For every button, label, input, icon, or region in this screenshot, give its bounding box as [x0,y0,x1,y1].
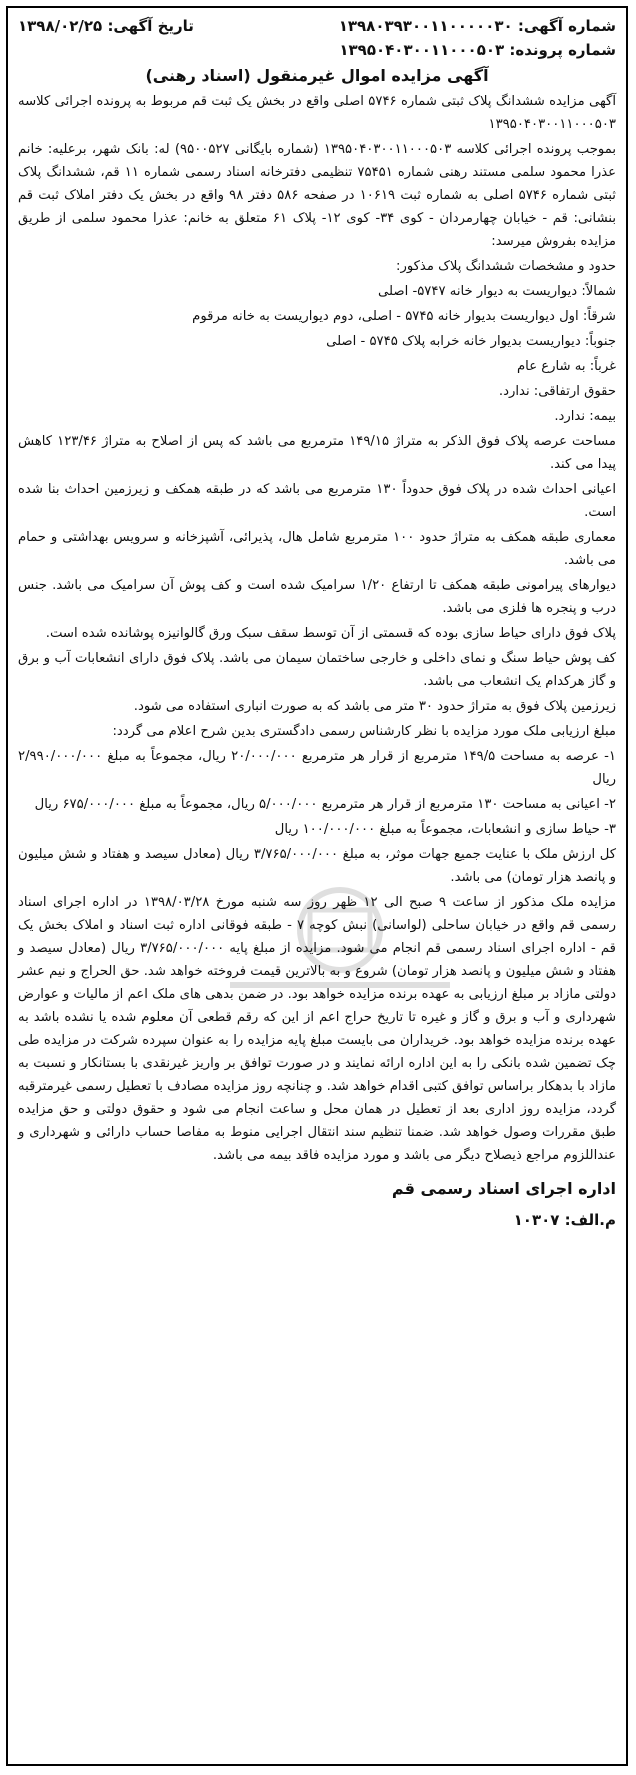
paragraph: آگهی مزایده ششدانگ پلاک ثبتی شماره ۵۷۴۶ اصلی واقع در بخش یک ثبت قم مربوط به پرونده اجرائی کلاسه ۱۳۹۵۰۴۰۳۰۰۱۱۰۰۰۵۰۳ [18,94,616,132]
auction-notice [6,6,628,1766]
paragraph: دیوارهای پیرامونی طبقه همکف تا ارتفاع ۱/۲۰ سرامیک شده است و کف پوش آن سرامیک می باشد. جنس درب و پنجره ها فلزی می باشد. [18,578,616,616]
paragraph: معماری طبقه همکف به متراژ حدود ۱۰۰ مترمربع شامل هال، پذیرائی، آشپزخانه و سرویس بهداشتی و حمام می باشد. [18,530,616,568]
paragraph: مزایده ملک مذکور از ساعت ۹ صبح الی ۱۲ ظهر روز سه شنبه مورخ ۱۳۹۸/۰۳/۲۸ در اداره اجرای اسناد رسمی قم واقع در خیابان ساحلی (لواسانی) نبش کوچه ۷ - طبقه فوقانی اداره ثبت اسناد و املاک بخش یک قم - اداره اجرای اسناد رسمی قم انجام می شود. مزایده از مبلغ پایه ۳/۷۶۵/۰۰۰/۰۰۰ ریال (معادل سیصد و هفتاد و شش میلیون و پانصد هزار تومان) شروع و به بالاترین قیمت فروخته خواهد شد. حق الحراج و نیم عشر دولتی مازاد بر مبلغ ارزیابی به عهده برنده مزایده خواهد بود. در ضمن بدهی های ملک اعم از مالیات و عوارض شهرداری و آب و برق و گاز و غیره تا تاریخ حراج اعم از این که رقم قطعی آن معلوم شده یا نشده باشد به عهده برنده مزایده خواهد بود. خریداران می بایست مبلغ پایه مزایده را به عنوان سپرده شرکت در مزایده طی چک تضمین شده بانکی را به این اداره ارائه نمایند و در صورت توافق بر واریز غیرنقدی با بستانکار و نسبت به مازاد با بدهکار براساس توافق کتبی اقدام خواهد شد. و چنانچه روز مزایده مصادف با تعطیل رسمی غیرمترقبه گردد، مزایده روز اداری بعد از تعطیل در همان محل و ساعت انجام می شود و حقوق دولتی و حق مزایده طبق مقررات وصول خواهد شد. ضمنا تنظیم سند انتقال اجرایی منوط به مفاصا حساب دارائی و شهرداری و عنداللزوم مراجع ذیصلاح دیگر می باشد و مورد مزایده فاقد بیمه می باشد. [18,895,616,1163]
paragraph: حدود و مشخصات ششدانگ پلاک مذکور: [396,259,616,274]
issuing-office: اداره اجرای اسناد رسمی قم [391,1179,616,1198]
paragraph: مساحت عرصه پلاک فوق الذکر به متراژ ۱۴۹/۱۵ مترمربع می باشد که پس از اصلاح به متراژ ۱۲۳/۴۶ کاهش پیدا می کند. [18,434,616,472]
paragraph: شمالاً: دیواریست به دیوار خانه ۵۷۴۷- اصلی [378,284,616,299]
paragraph: اعیانی احداث شده در پلاک فوق حدوداً ۱۳۰ مترمربع می باشد که در طبقه همکف و زیرزمین احداث بنا شده است. [18,482,616,520]
paragraph: ۲- اعیانی به مساحت ۱۳۰ مترمربع از قرار هر مترمربع ۵/۰۰۰/۰۰۰ ریال، مجموعاً به مبلغ ۶۷۵/۰۰۰/۰۰۰ ریال [34,797,616,812]
paragraph: مبلغ ارزیابی ملک مورد مزایده با نظر کارشناس رسمی دادگستری بدین شرح اعلام می گردد: [112,724,616,739]
paragraph: پلاک فوق دارای حیاط سازی بوده که قسمتی از آن توسط سقف سبک ورق گالوانیزه پوشانده شده است. [45,626,616,641]
paragraph: جنوباً: دیواریست بدیوار خانه خرابه پلاک ۵۷۴۵ - اصلی [326,334,616,349]
paragraph: ۳- حیاط سازی و انشعابات، مجموعاً به مبلغ ۱۰۰/۰۰۰/۰۰۰ ریال [274,822,616,837]
notice-body [18,90,616,1167]
paragraph: ۱- عرصه به مساحت ۱۴۹/۵ مترمربع از قرار هر مترمربع ۲۰/۰۰۰/۰۰۰ ریال، مجموعاً به مبلغ ۲/۹۹۰/۰۰۰/۰۰۰ ریال [18,749,616,787]
paragraph: کف پوش حیاط سنگ و نمای داخلی و خارجی ساختمان سیمان می باشد. پلاک فوق دارای انشعابات آب و برق و گاز هرکدام یک انشعاب می باشد. [18,651,616,689]
paragraph: شرقاً: اول دیواریست بدیوار خانه ۵۷۴۵ - اصلی، دوم دیواریست به خانه مرقوم [192,309,616,324]
paragraph: غرباً: به شارع عام [517,359,616,374]
paragraph: زیرزمین پلاک فوق به متراژ حدود ۳۰ متر می باشد که به صورت انباری استفاده می شود. [133,699,616,714]
paragraph: کل ارزش ملک با عنایت جمیع جهات موثر، به مبلغ ۳/۷۶۵/۰۰۰/۰۰۰ ریال (معادل سیصد و هفتاد و شش میلیون و پانصد هزار تومان) می باشد. [18,847,616,885]
paragraph: بموجب پرونده اجرائی کلاسه ۱۳۹۵۰۴۰۳۰۰۱۱۰۰۰۵۰۳ (شماره بایگانی ۹۵۰۰۵۲۷) له: بانک شهر، برعلیه: خانم عذرا محمود سلمی مستند رهنی شماره ۷۵۴۵۱ تنظیمی دفترخانه اسناد رسمی شماره ۱۱ قم، ششدانگ پلاک ثبتی شماره ۵۷۴۶ اصلی به شماره ثبت ۱۰۶۱۹ در صفحه ۵۸۶ دفتر ۹۸ واقع در بخش یک دفتر املاک ثبت قم بنشانی: قم - خیابان چهارمردان - کوی ۳۴- کوی ۱۲- پلاک ۶۱ متعلق به خانم: عذرا محمود سلمی از طریق مزایده بفروش میرسد: [18,142,617,249]
case-number: شماره پرونده: ۱۳۹۵۰۴۰۳۰۰۱۱۰۰۰۵۰۳ [339,41,616,59]
paragraph: بیمه: ندارد. [554,409,616,424]
paragraph: حقوق ارتفاقی: ندارد. [498,384,616,399]
ad-date: تاریخ آگهی: ۱۳۹۸/۰۲/۲۵ [18,17,194,35]
reference-number: م.الف: ۱۰۳۰۷ [513,1211,616,1229]
notice-title: آگهی مزایده اموال غیرمنقول (اسناد رهنی) [145,66,489,85]
header-row [18,14,616,38]
ad-number: شماره آگهی: ۱۳۹۸۰۳۹۳۰۰۱۱۰۰۰۰۰۳۰ [338,17,616,35]
